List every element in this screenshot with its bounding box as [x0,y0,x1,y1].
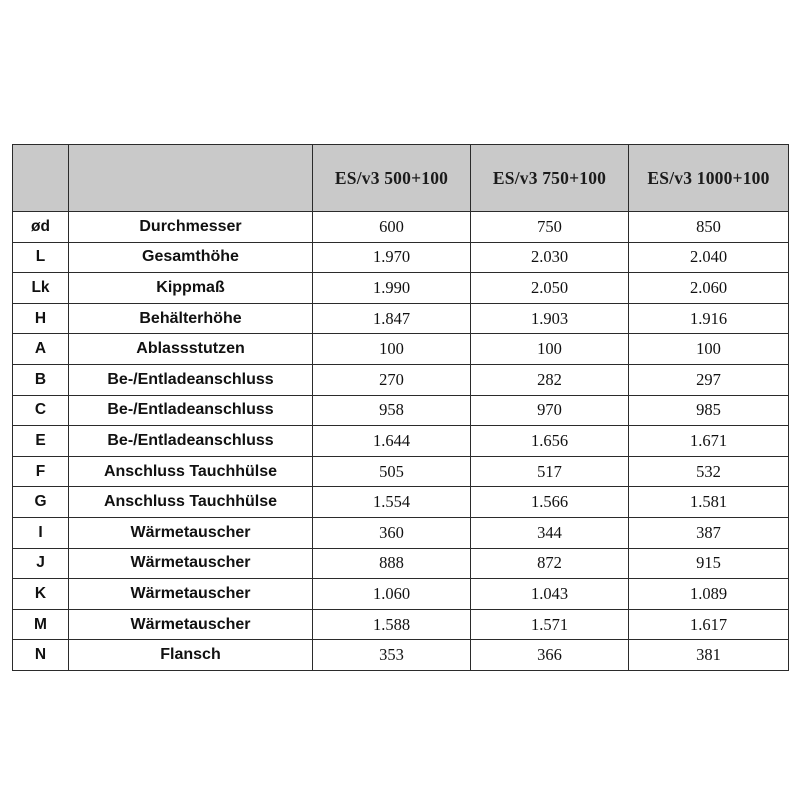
row-value-1: 270 [313,364,471,395]
row-description: Anschluss Tauchhülse [69,456,313,487]
row-value-2: 970 [471,395,629,426]
row-key: K [13,579,69,610]
table-body [13,212,789,671]
table-row [13,242,789,273]
row-value-3: 387 [629,517,789,548]
table-header [13,145,789,212]
header-cell-model-3: ES/v3 1000+100 [629,145,789,212]
row-key: E [13,426,69,457]
table-row [13,517,789,548]
row-value-3: 985 [629,395,789,426]
row-value-1: 1.847 [313,303,471,334]
row-description: Gesamthöhe [69,242,313,273]
row-key: H [13,303,69,334]
row-value-3: 850 [629,212,789,243]
row-value-3: 2.060 [629,273,789,304]
row-value-2: 100 [471,334,629,365]
row-key: N [13,640,69,671]
row-value-1: 360 [313,517,471,548]
row-value-2: 2.030 [471,242,629,273]
table-row [13,487,789,518]
row-description: Flansch [69,640,313,671]
row-key: F [13,456,69,487]
row-value-2: 282 [471,364,629,395]
row-value-1: 1.990 [313,273,471,304]
row-value-1: 100 [313,334,471,365]
row-description: Anschluss Tauchhülse [69,487,313,518]
row-value-1: 958 [313,395,471,426]
table-row [13,395,789,426]
table-row [13,364,789,395]
row-description: Be-/Entladeanschluss [69,426,313,457]
row-value-1: 1.554 [313,487,471,518]
table-row [13,334,789,365]
row-value-1: 353 [313,640,471,671]
row-value-2: 1.043 [471,579,629,610]
row-value-1: 600 [313,212,471,243]
row-key: ød [13,212,69,243]
table-row [13,303,789,334]
row-value-3: 1.581 [629,487,789,518]
table-row [13,273,789,304]
row-description: Wärmetauscher [69,579,313,610]
row-value-2: 1.571 [471,609,629,640]
header-cell-key [13,145,69,212]
row-description: Behälterhöhe [69,303,313,334]
table-row [13,212,789,243]
row-key: G [13,487,69,518]
row-description: Wärmetauscher [69,517,313,548]
row-value-2: 1.566 [471,487,629,518]
row-value-2: 366 [471,640,629,671]
row-key: B [13,364,69,395]
table-row [13,579,789,610]
row-value-2: 750 [471,212,629,243]
row-value-2: 517 [471,456,629,487]
table-row [13,640,789,671]
row-value-1: 505 [313,456,471,487]
row-value-2: 2.050 [471,273,629,304]
header-cell-model-1: ES/v3 500+100 [313,145,471,212]
row-description: Wärmetauscher [69,548,313,579]
row-value-3: 2.040 [629,242,789,273]
row-value-2: 344 [471,517,629,548]
row-description: Kippmaß [69,273,313,304]
header-cell-model-2: ES/v3 750+100 [471,145,629,212]
row-value-1: 1.588 [313,609,471,640]
row-key: J [13,548,69,579]
header-cell-description [69,145,313,212]
row-value-2: 872 [471,548,629,579]
row-description: Be-/Entladeanschluss [69,364,313,395]
table-header-row [13,145,789,212]
table-row [13,426,789,457]
row-value-2: 1.903 [471,303,629,334]
row-value-3: 532 [629,456,789,487]
row-key: C [13,395,69,426]
specification-table [12,144,789,671]
row-key: L [13,242,69,273]
table-row [13,548,789,579]
row-value-3: 297 [629,364,789,395]
row-value-3: 1.089 [629,579,789,610]
row-description: Wärmetauscher [69,609,313,640]
row-value-3: 381 [629,640,789,671]
table-row [13,456,789,487]
row-value-3: 1.617 [629,609,789,640]
row-value-3: 100 [629,334,789,365]
row-value-1: 1.644 [313,426,471,457]
row-description: Durchmesser [69,212,313,243]
row-value-1: 1.970 [313,242,471,273]
row-key: I [13,517,69,548]
row-description: Ablassstutzen [69,334,313,365]
table-row [13,609,789,640]
row-key: M [13,609,69,640]
row-key: A [13,334,69,365]
row-value-1: 1.060 [313,579,471,610]
row-key: Lk [13,273,69,304]
row-description: Be-/Entladeanschluss [69,395,313,426]
row-value-2: 1.656 [471,426,629,457]
row-value-3: 1.916 [629,303,789,334]
row-value-3: 915 [629,548,789,579]
spec-table-container [12,144,788,671]
row-value-1: 888 [313,548,471,579]
row-value-3: 1.671 [629,426,789,457]
